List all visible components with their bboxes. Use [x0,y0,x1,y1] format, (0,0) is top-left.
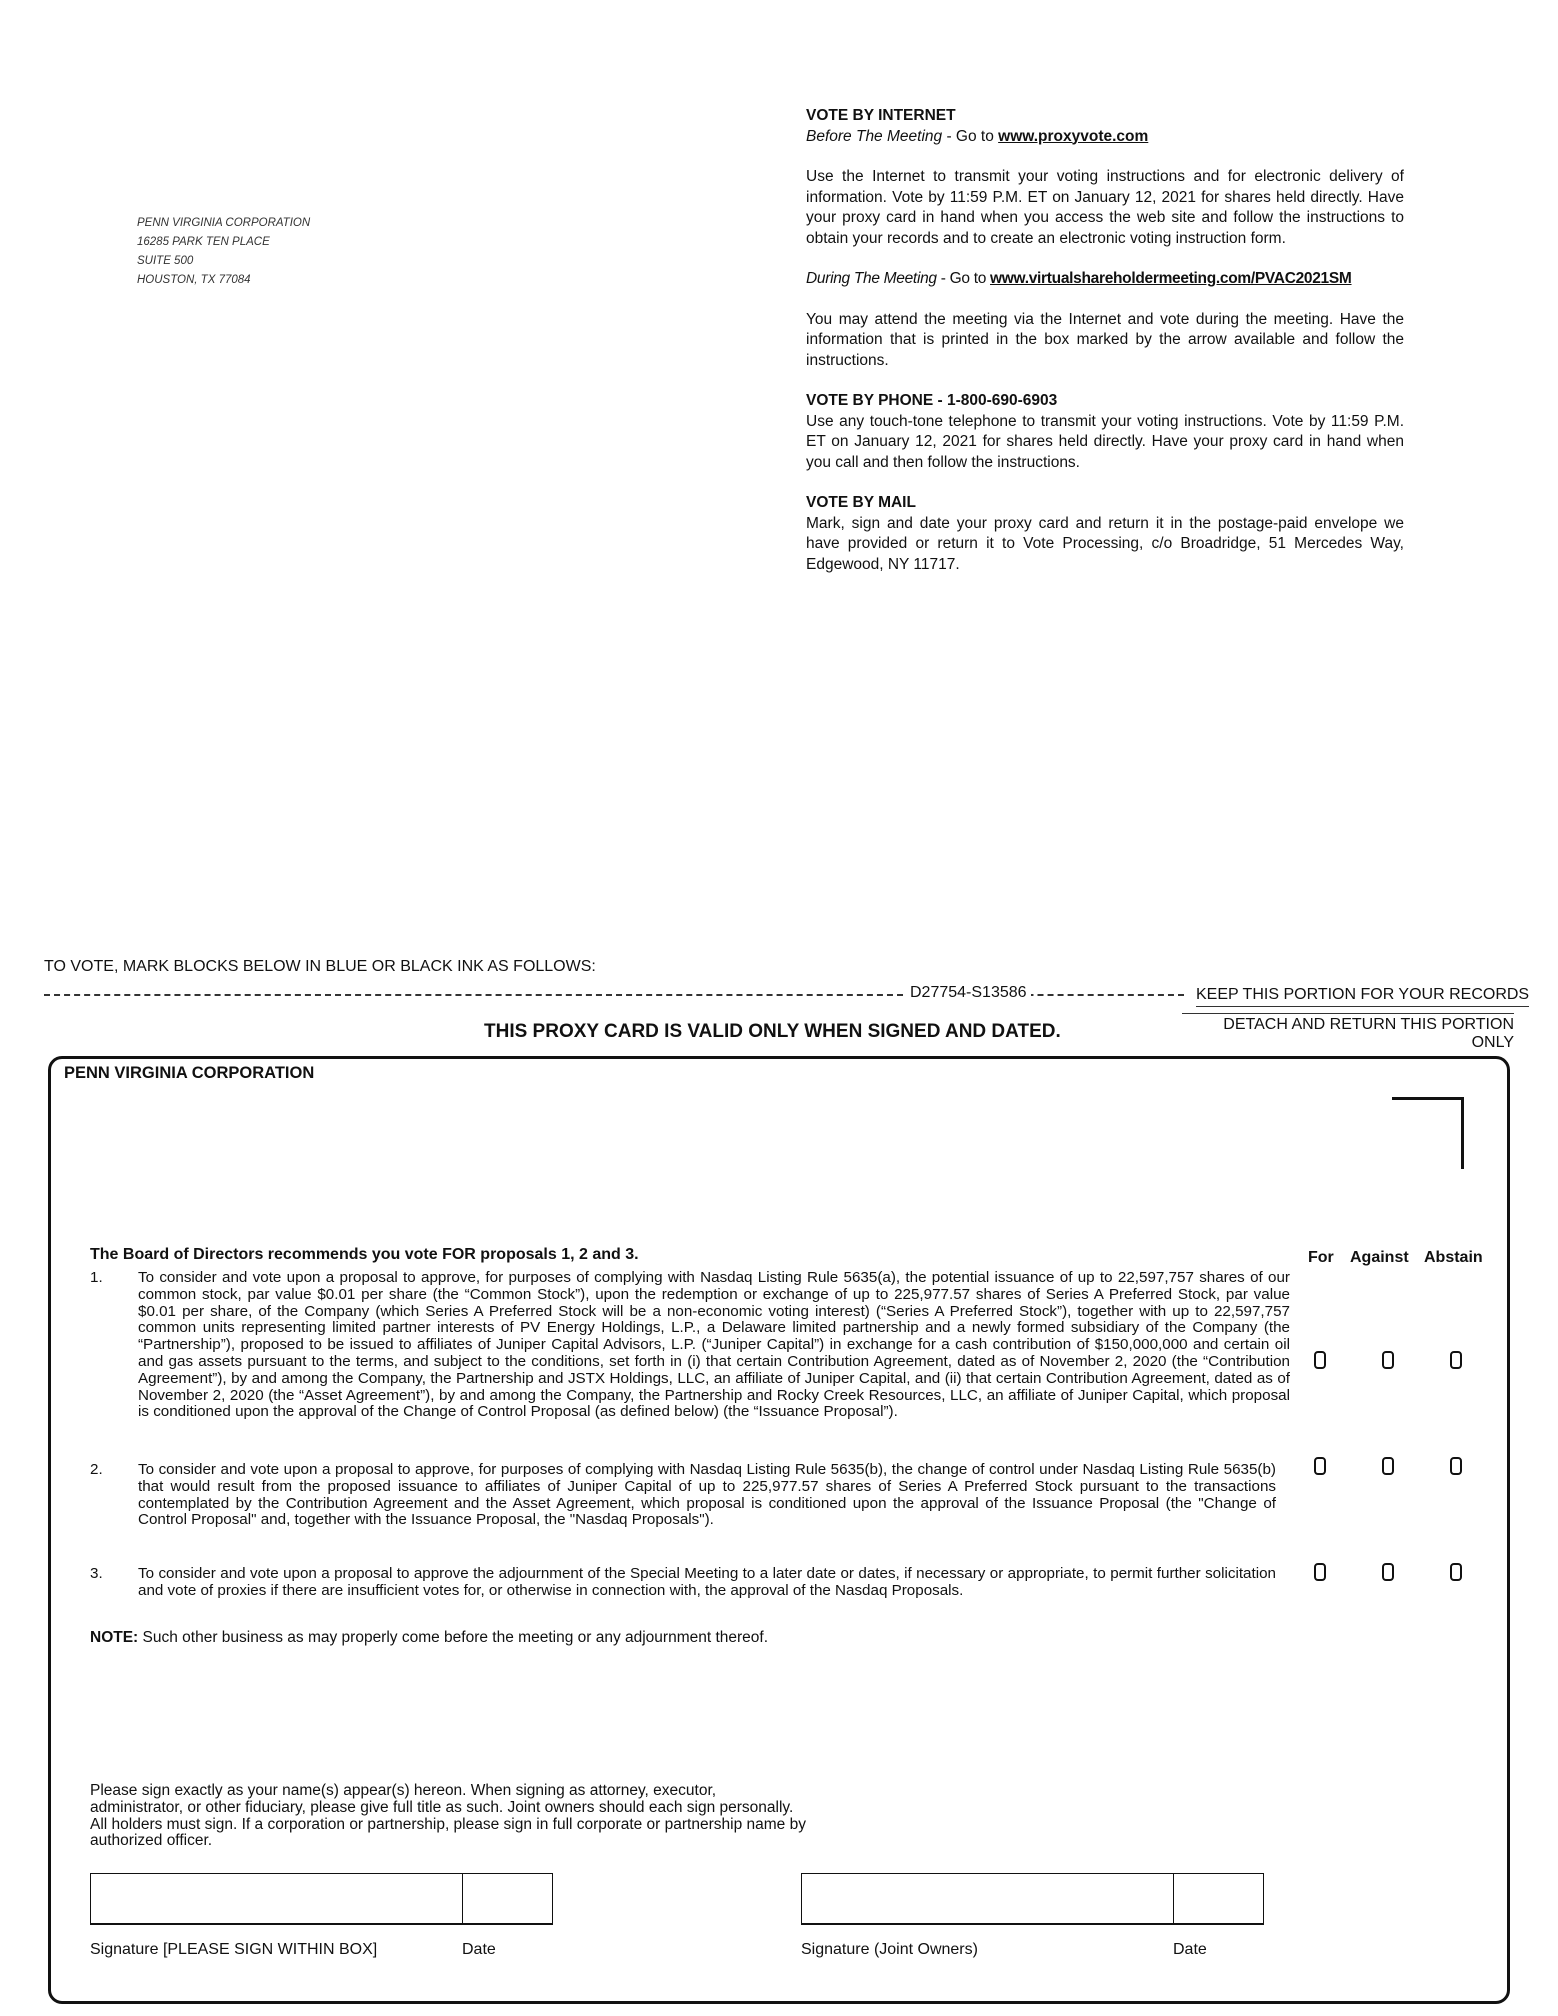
note [90,1629,768,1647]
address-line: PENN VIRGINIA CORPORATION [137,217,311,229]
valid-notice: THIS PROXY CARD IS VALID ONLY WHEN SIGNED AND DATED. [484,1021,1061,1042]
phone-body: Use any touch-tone telephone to transmit your voting instructions. Vote by 11:59 P.M. ET on January 12, 2021 for shares held directly. Have your proxy card in hand when you call and then follow the instructions. [806,412,1404,471]
mark-instruction: TO VOTE, MARK BLOCKS BELOW IN BLUE OR BLACK INK AS FOLLOWS: [44,958,596,975]
vote-mail-heading: VOTE BY MAIL [806,494,916,511]
card-company-name: PENN VIRGINIA CORPORATION [64,1064,315,1082]
p2-for-checkbox[interactable] [1314,1457,1326,1475]
proposal-text: To consider and vote upon a proposal to approve the adjournment of the Special Meeting to a later date or dates, if necessary or appropriate, to permit further solicitation and vote of proxies if there are insufficient votes for, or otherwise in connection with, the approval of the Nasdaq Proposals. [138,1565,1276,1599]
note-text: Such other business as may properly come before the meeting or any adjournment thereof. [138,1629,769,1646]
proposal-3 [90,1566,1276,1606]
before-meeting-line [806,127,1404,148]
proposal-text: To consider and vote upon a proposal to approve, for purposes of complying with Nasdaq Listing Rule 5635(b), the change of control under Nasdaq Listing Rule 5635(b) that would result from the proposed issuance to affiliates of Juniper Capital of up to 225,977.57 shares of Series A Preferred Stock pursuant to the transactions contemplated by the Contribution Agreement and the Asset Agreement, which proposal is conditioned upon the approval of the Issuance Proposal (the "Change of Control Proposal" and, together with the Issuance Proposal, the "Nasdaq Proposals"). [138,1461,1276,1529]
keep-portion-label: KEEP THIS PORTION FOR YOUR RECORDS [1196,986,1529,1007]
p3-abstain-checkbox[interactable] [1450,1563,1462,1581]
p2-abstain-checkbox[interactable] [1450,1457,1462,1475]
proposal-number: 1. [90,1269,103,1286]
column-for: For [1308,1249,1334,1266]
p3-against-checkbox[interactable] [1382,1563,1394,1581]
proposal-1 [90,1270,1290,1455]
internet-body: Use the Internet to transmit your voting instructions and for electronic delivery of information. Vote by 11:59 P.M. ET on January 12, 2021 for shares held directly. Have your proxy card in hand when you access the web site and follow the instructions to obtain your records and to create an electronic voting instruction form. [806,168,1404,247]
p1-against-checkbox[interactable] [1382,1351,1394,1369]
during-meeting-line [806,269,1404,290]
signature-label: Signature [PLEASE SIGN WITHIN BOX] [90,1941,378,1958]
proposal-text: To consider and vote upon a proposal to approve, for purposes of complying with Nasdaq Listing Rule 5635(a), the potential issuance of up to 22,597,757 shares of our common stock, par value $0.01 per share (the “Common Stock”), upon the redemption or exchange of up to 225,977.57 shares of Series A Preferred Stock, par value $0.01 per share, of the Company (which Series A Preferred Stock will be a non-economic voting interest) (“Series A Preferred Stock”), together with up to 22,597,757 common units representing limited partner interests of PV Energy Holdings, L.P., a Delaware limited partnership and a newly formed subsidiary of the Company (the “Partnership”), proposed to be issued to affiliates of Juniper Capital Advisors, L.P. (“Juniper Capital”) in exchange for a cash contribution of $150,000,000 and certain oil and gas assets pursuant to the terms, and subject to the conditions, set forth in (i) that certain Contribution Agreement, dated as of November 2, 2020 (the “Contribution Agreement”), by and among the Company, the Partnership and JSTX Holdings, LLC, an affiliate of Juniper Capital, and (ii) that certain Contribution Agreement, dated as of November 2, 2020 (the “Asset Agreement”), by and among the Company, the Partnership and Rocky Creek Resources, LLC, an affiliate of Juniper Capital, which proposal is conditioned upon the approval of the Change of Control Proposal (as defined below) (the “Issuance Proposal”). [138,1269,1290,1421]
p2-against-checkbox[interactable] [1382,1457,1394,1475]
address-line: SUITE 500 [137,255,194,267]
date-label: Date [462,1941,496,1958]
signature-box[interactable] [90,1873,463,1925]
mail-body: Mark, sign and date your proxy card and return it in the postage-paid envelope we have provided or return it to Vote Processing, c/o Broadridge, 51 Mercedes Way, Edgewood, NY 11717. [806,514,1404,573]
address-line: HOUSTON, TX 77084 [137,274,251,286]
voting-instructions [806,106,1404,575]
p3-for-checkbox[interactable] [1314,1563,1326,1581]
registration-corner-mark [1392,1097,1464,1169]
proposal-number: 3. [90,1565,103,1582]
column-against: Against [1350,1249,1409,1266]
address-line: 16285 PARK TEN PLACE [137,236,270,248]
proposal-2 [90,1462,1276,1532]
virtual-meeting-link[interactable]: www.virtualshareholdermeeting.com/PVAC2021SM [990,270,1352,287]
joint-signature-label: Signature (Joint Owners) [801,1941,978,1958]
proxyvote-link[interactable]: www.proxyvote.com [998,127,1149,145]
date-box[interactable] [462,1873,553,1925]
board-recommendation: The Board of Directors recommends you vote FOR proposals 1, 2 and 3. [90,1246,639,1263]
p1-for-checkbox[interactable] [1314,1351,1326,1369]
joint-date-box[interactable] [1173,1873,1264,1925]
p1-abstain-checkbox[interactable] [1450,1351,1462,1369]
return-address [137,214,310,290]
joint-date-label: Date [1173,1941,1207,1958]
before-meeting-label: Before The Meeting [806,127,943,145]
signing-instructions: Please sign exactly as your name(s) appear(s) hereon. When signing as attorney, executor, administrator, or other fiduciary, please give full title as such. Joint owners should each sign personally. All holders must sign. If a corporation or partnership, please sign in full corporate or partnership name by authorized officer. [90,1782,806,1850]
detach-portion-label: DETACH AND RETURN THIS PORTION ONLY [1182,1013,1514,1052]
control-code: D27754-S13586 [906,984,1031,1002]
note-label: NOTE: [90,1629,139,1646]
before-goto: - Go to [942,127,999,145]
vote-internet-heading: VOTE BY INTERNET [806,107,956,124]
during-meeting-label: During The Meeting [806,270,937,287]
vote-phone-heading: VOTE BY PHONE - 1-800-690-6903 [806,392,1058,409]
during-meeting-body: You may attend the meeting via the Internet and vote during the meeting. Have the information that is printed in the box marked by the arrow available and follow the instructions. [806,310,1404,369]
proposal-number: 2. [90,1461,103,1478]
joint-signature-box[interactable] [801,1873,1174,1925]
column-abstain: Abstain [1424,1249,1483,1266]
during-goto: - Go to [936,270,991,287]
